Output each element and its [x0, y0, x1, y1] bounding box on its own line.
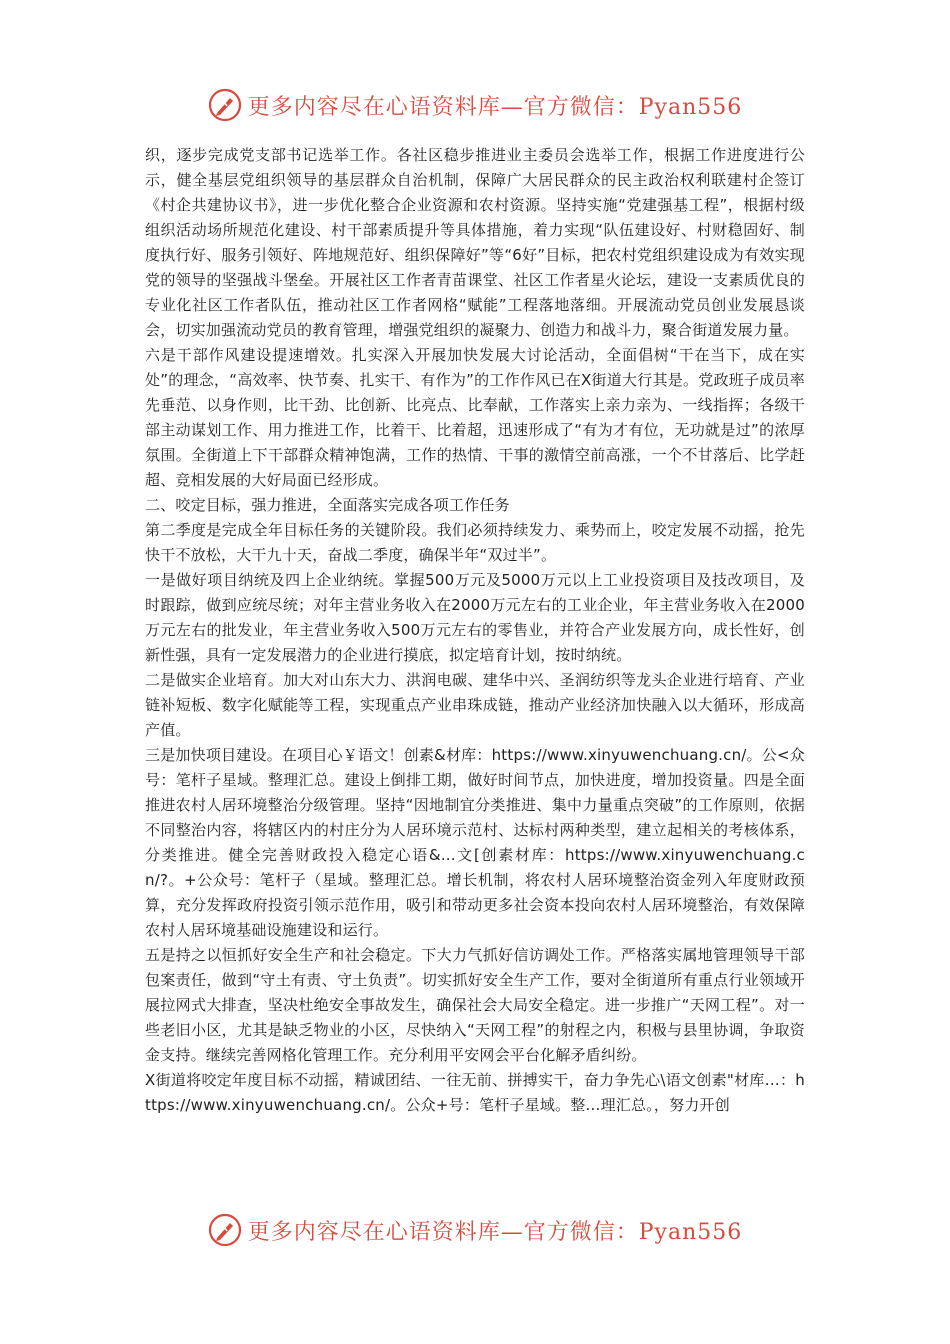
- paragraph-1: 织，逐步完成党支部书记选举工作。各社区稳步推进业主委员会选举工作，根据工作进度进行公示，健全基层党组织领导的基层群众自治机制，保障广大居民群众的民主政治权利联建村企签订《村企共建协议书》，进一步优化整合企业资源和农村资源。坚持实施“党建强基工程”，根据村级组织活动场所规范化建设、村干部素质提升等具体措施，着力实现“队伍建设好、村财稳固好、制度执行好、服务引领好、阵地规范好、组织保障好”等“6好”目标，把农村党组织建设成为有效实现党的领导的坚强战斗堡垒。开展社区工作者青苗课堂、社区工作者星火论坛，建设一支素质优良的专业化社区工作者队伍，推动社区工作者网格“赋能”工程落地落细。开展流动党员创业发展恳谈会，切实加强流动党员的教育管理，增强党组织的凝聚力、创造力和战斗力，聚合街道发展力量。: [145, 146, 805, 339]
- paragraph-6: 二是做实企业培育。加大对山东大力、洪润电碳、建华中兴、圣润纺织等龙头企业进行培育、产业链补短板、数字化赋能等工程，实现重点产业串珠成链，推动产业经济加快融入以大循环，形成高产值。: [145, 671, 805, 739]
- paragraph-8: 五是持之以恒抓好安全生产和社会稳定。下大力气抓好信访调处工作。严格落实属地管理领导干部包案责任，做到“守土有责、守土负责”。切实抓好安全生产工作，要对全街道所有重点行业领域开展拉网式大排查，坚决杜绝安全事故发生，确保社会大局安全稳定。进一步推广“天网工程”。对一些老旧小区，尤其是缺乏物业的小区，尽快纳入“天网工程”的射程之内，积极与县里协调，争取资金支持。继续完善网格化管理工作。充分利用平安网会平台化解矛盾纠纷。: [145, 946, 805, 1064]
- pen-logo-icon: [208, 1213, 242, 1247]
- header-watermark-banner: [0, 80, 950, 130]
- paragraph-9: X街道将咬定年度目标不动摇，精诚团结、一往无前、拼搏实干，奋力争先心\语文创素"材库…：https://www.xinyuwenchuang.cn/。公众+号：笔杆子星域。整…理汇总。，努力开创: [145, 1071, 805, 1114]
- paragraph-5: 一是做好项目纳统及四上企业纳统。掌握500万元及5000万元以上工业投资项目及技改项目，及时跟踪，做到应统尽统；对年主营业务收入在2000万元左右的工业企业，年主营业务收入在2000万元左右的批发业，年主营业务收入500万元左右的零售业，并符合产业发展方向，成长性好，创新性强，具有一定发展潜力的企业进行摸底，拟定培育计划，按时纳统。: [145, 571, 805, 664]
- footer-watermark-text: 更多内容尽在心语资料库—官方微信：Pyan556: [247, 1219, 743, 1245]
- paragraph-7: 三是加快项目建设。在项目心￥语文！创素&材库：https://www.xinyuwenchuang.cn/。公<众号：笔杆子星域。整理汇总。建设上倒排工期，做好时间节点，加快进度，增加投资量。四是全面推进农村人居环境整治分级管理。坚持“因地制宜分类推进、集中力量重点突破”的工作原则，依据不同整治内容，将辖区内的村庄分为人居环境示范村、达标村两种类型，建立起相关的考核体系，分类推进。健全完善财政投入稳定心语&...文[创素材库：https://www.xinyuwenchuang.cn/?。+公众号：笔杆子（星域。整理汇总。增长机制，将农村人居环境整治资金列入年度财政预算，充分发挥政府投资引领示范作用，吸引和带动更多社会资本投向农村人居环境整治，有效保障农村人居环境基础设施建设和运行。: [145, 746, 805, 939]
- paragraph-4: 第二季度是完成全年目标任务的关键阶段。我们必须持续发力、乘势而上，咬定发展不动摇，抢先快干不放松，大干九十天，奋战二季度，确保半年“双过半”。: [145, 521, 805, 564]
- pen-logo-icon: [208, 88, 242, 122]
- document-body: [145, 143, 805, 1118]
- paragraph-2: 六是干部作风建设提速增效。扎实深入开展加快发展大讨论活动，全面倡树“干在当下，成在实处”的理念，“高效率、快节奏、扎实干、有作为”的工作作风已在X街道大行其是。党政班子成员率先垂范、以身作则，比干劲、比创新、比亮点、比奉献，工作落实上亲力亲为、一线指挥；各级干部主动谋划工作、用力推进工作，比着干、比着超，迅速形成了“有为才有位，无功就是过”的浓厚氛围。全街道上下干部群众精神饱满，工作的热情、干事的激情空前高涨，一个不甘落后、比学赶超、竞相发展的大好局面已经形成。: [145, 346, 805, 489]
- section-heading: 二、咬定目标，强力推进，全面落实完成各项工作任务: [145, 496, 510, 514]
- footer-watermark-banner: [0, 1205, 950, 1255]
- header-watermark-text: 更多内容尽在心语资料库—官方微信：Pyan556: [247, 94, 743, 120]
